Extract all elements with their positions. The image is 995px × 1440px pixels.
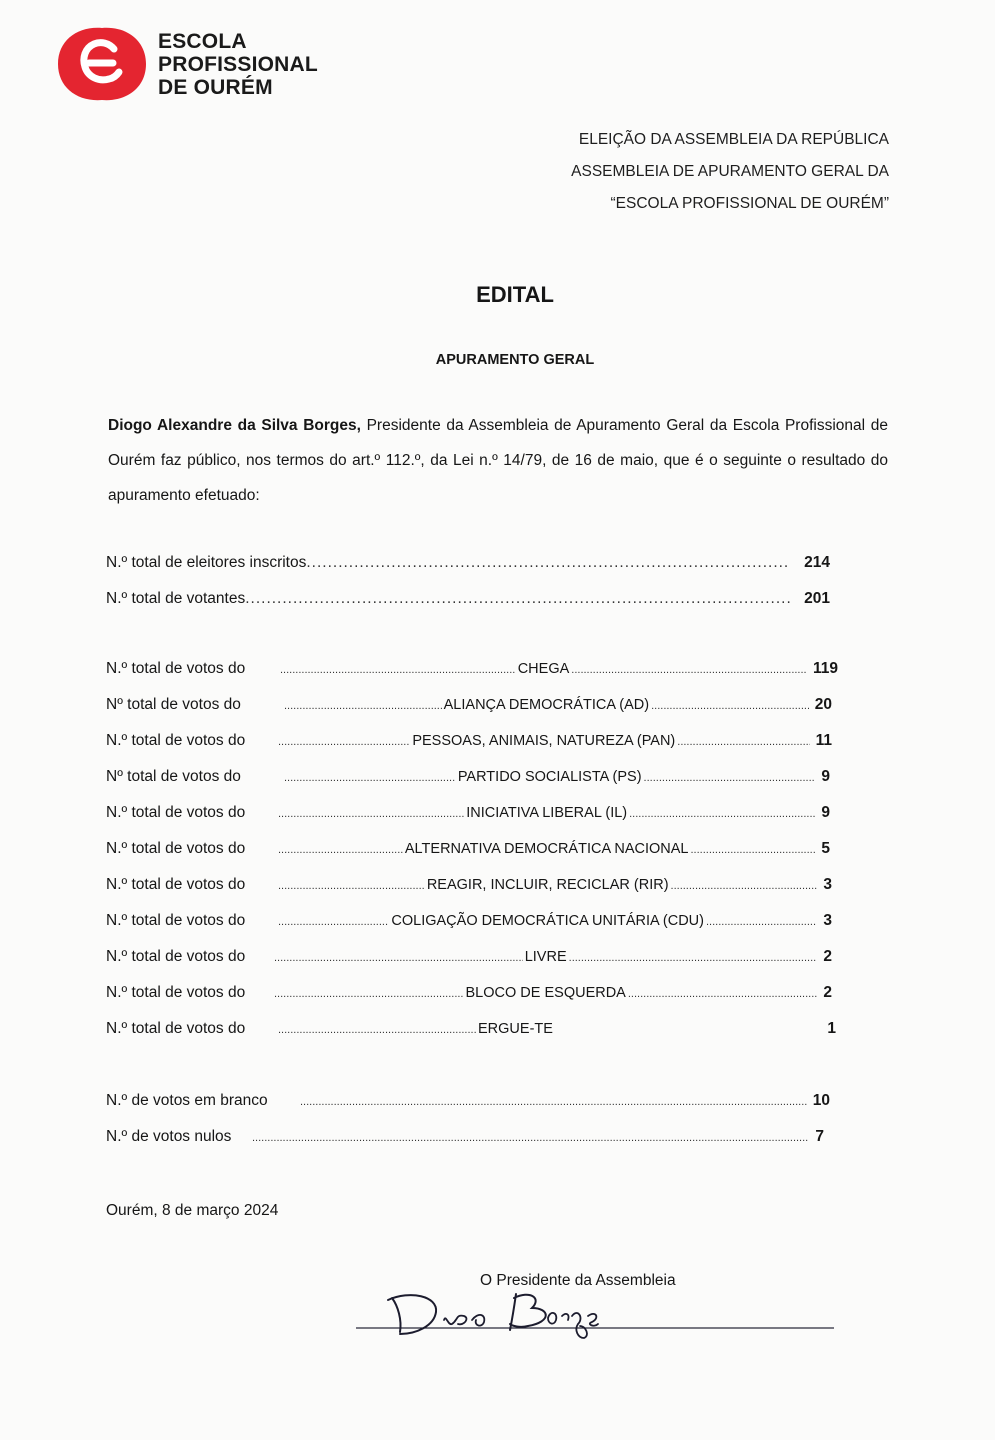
row-value: 9 [821,804,830,821]
vote-row-livre [106,948,832,972]
school-logo-icon [56,24,148,104]
row-label: N.º total de votantes [106,590,246,607]
dot-leader [284,772,456,784]
party-name: ERGUE-TE [478,1021,553,1037]
party-name: REAGIR, INCLUIR, RECICLAR (RIR) [426,877,669,893]
row-label: N.º total de votos do [106,804,246,821]
dot-leader [278,736,410,748]
row-value: 20 [814,696,832,713]
header-line3: “ESCOLA PROFISSIONAL DE OURÉM” [610,195,889,212]
school-name [158,30,318,99]
vote-row-cdu [106,912,832,936]
row-value: 119 [812,660,838,677]
dot-leader [300,1096,807,1108]
dot-leader [306,554,788,572]
row-value: 201 [804,590,830,607]
dot-leader [629,808,815,820]
row-value: 1 [827,1020,836,1037]
dot-leader [571,664,807,676]
vote-row-ergue-te [106,1020,836,1044]
dot-leader [278,844,403,856]
dot-leader [569,952,818,964]
dot-leader [278,808,464,820]
dot-leader [690,844,815,856]
document-header [571,124,889,220]
school-name-line2: PROFISSIONAL [158,52,318,76]
row-label: Nº total de votos do [106,768,241,785]
row-value: 2 [823,948,832,965]
blank-votes-row [106,1092,830,1116]
total-voters-row [106,590,830,614]
row-label: N.º de votos em branco [106,1092,268,1109]
row-value: 5 [821,840,830,857]
row-label: N.º total de votos do [106,912,246,929]
row-label: N.º total de votos do [106,1020,246,1037]
school-name-line3: DE OURÉM [158,75,273,99]
total-registered-row [106,554,830,578]
party-name: INICIATIVA LIBERAL (IL) [466,805,628,821]
vote-row-pan [106,732,832,756]
dot-leader [651,700,809,712]
party-name: COLIGAÇÃO DEMOCRÁTICA UNITÁRIA (CDU) [391,913,704,929]
row-value: 9 [821,768,830,785]
row-value: 214 [804,554,830,571]
row-value: 7 [815,1128,824,1145]
dot-leader [671,880,818,892]
dot-leader [628,988,818,1000]
document-date: Ourém, 8 de março 2024 [106,1202,279,1219]
dot-leader [284,700,442,712]
document-subtitle: APURAMENTO GERAL [435,352,595,368]
header-line1: ELEIÇÃO DA ASSEMBLEIA DA REPÚBLICA [578,131,889,148]
school-logo [56,24,318,104]
party-name: LIVRE [524,949,567,965]
dot-leader [278,880,425,892]
row-label: N.º total de votos do [106,840,246,857]
row-value: 3 [823,912,832,929]
vote-row-ps [106,768,830,792]
dot-leader [252,1132,809,1144]
dot-leader [278,1024,476,1036]
row-label: N.º total de votos do [106,660,246,677]
intro-text: Presidente da Assembleia de Apuramento Geral da Escola Profissional de Ourém faz público, nos termos do art.º 112.º, da Lei n.º 14/79, de 16 de maio, que é o seguinte o resultado do apuramento efetuado: [108,417,888,504]
party-name: PARTIDO SOCIALISTA (PS) [457,769,642,785]
vote-row-ad [106,696,832,720]
party-name: BLOCO DE ESQUERDA [465,985,626,1001]
row-label: N.º total de eleitores inscritos [106,554,307,571]
party-name: ALTERNATIVA DEMOCRÁTICA NACIONAL [404,841,689,857]
president-caption: O Presidente da Assembleia [480,1272,676,1289]
row-value: 10 [812,1092,830,1109]
dot-leader [280,664,516,676]
intro-paragraph [108,408,888,513]
row-label: Nº total de votos do [106,696,241,713]
header-line2: ASSEMBLEIA DE APURAMENTO GERAL DA [571,163,889,180]
null-votes-row [106,1128,824,1152]
row-label: N.º de votos nulos [106,1128,232,1145]
dot-leader [245,590,792,608]
row-label: N.º total de votos do [106,948,246,965]
dot-leader [644,772,816,784]
dot-leader [278,916,389,928]
party-name: CHEGA [517,661,570,677]
dot-leader [274,952,523,964]
party-name: ALIANÇA DEMOCRÁTICA (AD) [443,697,650,713]
school-name-line1: ESCOLA [158,29,247,53]
president-name: Diogo Alexandre da Silva Borges, [108,417,361,434]
dot-leader [274,988,464,1000]
vote-row-chega [106,660,838,684]
vote-row-adn [106,840,830,864]
row-value: 11 [815,732,832,749]
row-value: 3 [823,876,832,893]
dot-leader [706,916,817,928]
row-value: 2 [823,984,832,1001]
row-label: N.º total de votos do [106,984,246,1001]
document-title: EDITAL [476,282,554,307]
dot-leader [677,736,809,748]
vote-row-rir [106,876,832,900]
row-label: N.º total de votos do [106,876,246,893]
party-name: PESSOAS, ANIMAIS, NATUREZA (PAN) [412,733,676,749]
vote-row-il [106,804,830,828]
vote-row-be [106,984,832,1008]
handwritten-signature [352,1282,838,1346]
row-label: N.º total de votos do [106,732,246,749]
